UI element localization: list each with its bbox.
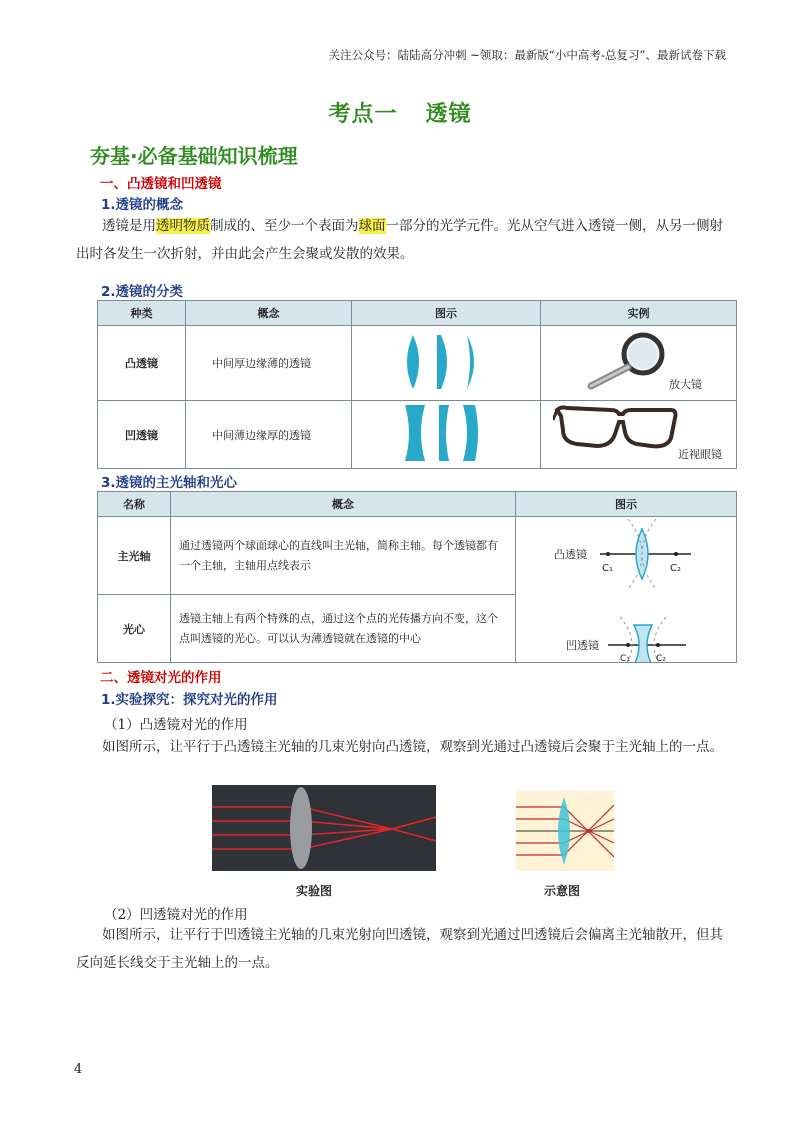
table-row <box>98 401 737 469</box>
concave-axis-label: 凹透镜 <box>566 639 599 652</box>
convex-c1-label: C₁ <box>602 563 613 574</box>
experiment-photo <box>212 785 436 871</box>
convex-lens-diagram <box>352 326 541 401</box>
exp2-title: （2）凹透镜对光的作用 <box>104 907 248 923</box>
heading-convex-concave: 一、凸透镜和凹透镜 <box>100 176 222 192</box>
name-main-axis: 主光轴 <box>98 517 171 595</box>
exp1-title: （1）凸透镜对光的作用 <box>104 717 248 733</box>
header-note: 关注公众号：陆陆高分冲刺 ~领取：最新版“小中高考-总复习”、最新试卷下载 <box>328 48 726 62</box>
caption-schematic: 示意图 <box>544 884 581 898</box>
axis-center-table <box>97 491 737 663</box>
table2-header-concept: 概念 <box>171 492 516 517</box>
plano-convex-lens-icon <box>437 335 447 389</box>
page-number: 4 <box>74 1062 83 1077</box>
page-title: 考点一 透镜 <box>328 102 472 127</box>
glasses-icon <box>553 404 683 454</box>
concave-c1-label: C₁ <box>620 654 630 662</box>
table1-header-type: 种类 <box>98 301 186 326</box>
meniscus-convex-lens-icon <box>467 335 474 389</box>
section-heading: 夯基·必备基础知识梳理 <box>90 144 298 168</box>
plano-concave-lens-icon <box>439 405 449 461</box>
example-convex-label: 放大镜 <box>669 378 702 391</box>
exp2-text: 如图所示，让平行于凹透镜主光轴的几束光射向凹透镜，观察到光通过凹透镜后会偏离主光轴散开，但其反向延长线交于主光轴上的一点。 <box>76 927 723 971</box>
table2-header-diagram: 图示 <box>516 492 737 517</box>
subheading-concept: 1.透镜的概念 <box>101 197 184 213</box>
axis-diagram-cell <box>516 517 737 663</box>
name-optical-center: 光心 <box>98 595 171 663</box>
convex-c2-label: C₂ <box>670 563 681 574</box>
convex-axis-label: 凸透镜 <box>554 548 587 561</box>
desc-main-axis: 通过透镜两个球面球心的直线叫主光轴，简称主轴。每个透镜都有一个主轴，主轴用点线表示 <box>171 517 516 595</box>
example-convex-cell <box>541 326 737 401</box>
lens-classification-table <box>97 300 737 469</box>
type-concave: 凹透镜 <box>98 401 186 469</box>
concave-lens-diagram <box>352 401 541 469</box>
example-concave-cell <box>541 401 737 469</box>
table-row <box>98 517 737 595</box>
subheading-axis-center: 3.透镜的主光轴和光心 <box>101 475 238 491</box>
highlight-sphere: 球面 <box>358 218 386 234</box>
table1-header-concept: 概念 <box>186 301 352 326</box>
exp1-text: 如图所示，让平行于凸透镜主光轴的几束光射向凸透镜，观察到光通过凸透镜后会聚于主光轴上的一点。 <box>102 739 723 755</box>
convex-schematic-diagram <box>516 791 614 871</box>
caption-experiment: 实验图 <box>296 884 333 898</box>
desc-concave: 中间薄边缘厚的透镜 <box>186 401 352 469</box>
type-convex: 凸透镜 <box>98 326 186 401</box>
biconvex-lens-icon <box>407 335 419 389</box>
desc-optical-center: 透镜主轴上有两个特殊的点，通过这个点的光传播方向不变，这个点叫透镜的光心。可以认为薄透镜就在透镜的中心 <box>171 595 516 663</box>
magnifier-icon <box>581 330 681 396</box>
subheading-experiment: 1.实验探究：探究对光的作用 <box>101 692 278 708</box>
table1-header-example: 实例 <box>541 301 737 326</box>
example-concave-label: 近视眼镜 <box>678 448 722 461</box>
axis-diagram <box>516 517 741 662</box>
concave-c2-label: C₂ <box>656 654 666 662</box>
table2-header-name: 名称 <box>98 492 171 517</box>
highlight-transparent-material: 透明物质 <box>156 218 210 234</box>
concave-lens-icon <box>634 625 652 662</box>
desc-convex: 中间厚边缘薄的透镜 <box>186 326 352 401</box>
table-row <box>98 326 737 401</box>
biconcave-lens-icon <box>405 405 425 461</box>
heading-lens-effect: 二、透镜对光的作用 <box>100 670 222 686</box>
subheading-classification: 2.透镜的分类 <box>101 284 184 300</box>
meniscus-concave-lens-icon <box>463 405 478 461</box>
concept-paragraph: 透镜是用透明物质制成的、至少一个表面为球面一部分的光学元件。光从空气进入透镜一侧，从另一侧射出时各发生一次折射，并由此会产生会聚或发散的效果。 <box>76 218 723 262</box>
table1-header-diagram: 图示 <box>352 301 541 326</box>
